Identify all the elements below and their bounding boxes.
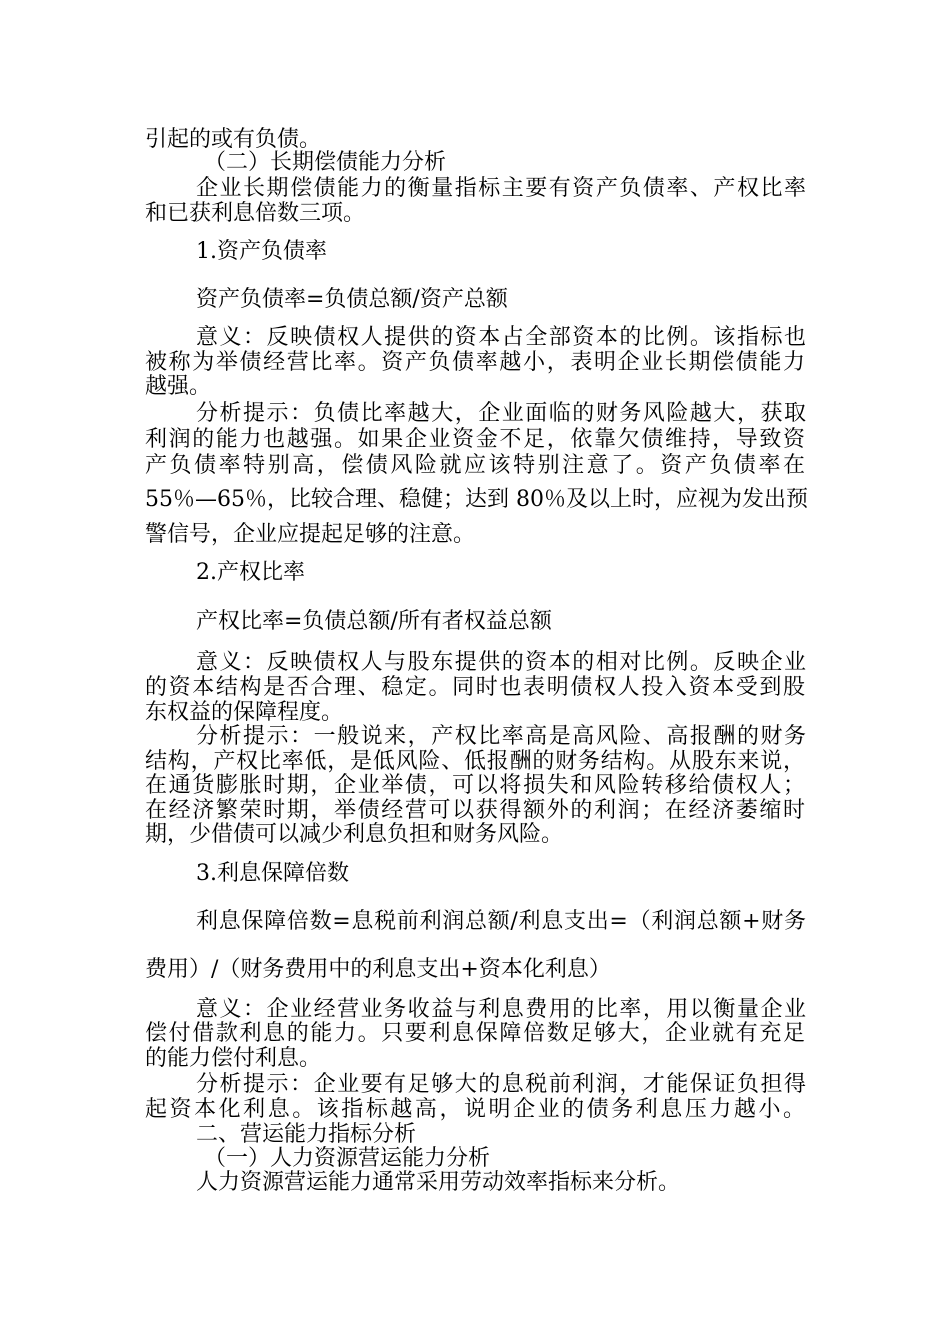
text-line: 越强。 [145, 374, 212, 399]
text-line: 结构，产权比率低，是低风险、低报酬的财务结构。从股东来说， [145, 749, 805, 774]
text-line: 分析提示：企业要有足够大的息税前利润，才能保证负担得 [196, 1072, 806, 1097]
text-line: 意义：反映债权人提供的资本占全部资本的比例。该指标也 [196, 325, 806, 350]
text-line: 意义：企业经营业务收益与利息费用的比率，用以衡量企业 [196, 997, 806, 1022]
section-heading: 二、营运能力指标分析 [196, 1122, 417, 1147]
text-line: 期，少借债可以减少利息负担和财务风险。 [145, 822, 564, 847]
section-heading: （一）人力资源营运能力分析 [204, 1146, 491, 1171]
text-line: 在经济繁荣时期，举债经营可以获得额外的利润；在经济萎缩时 [145, 798, 805, 823]
formula-line: 费用）/（财务费用中的利息支出+资本化利息） [145, 957, 611, 982]
text-line: 在通货膨胀时期，企业举债，可以将损失和风险转移给债权人； [145, 773, 805, 798]
text-line: 人力资源营运能力通常采用劳动效率指标来分析。 [196, 1170, 681, 1195]
formula-line: 产权比率=负债总额/所有者权益总额 [196, 609, 552, 634]
subsection-heading: 3.利息保障倍数 [196, 861, 349, 886]
text-line: 被称为举债经营比率。资产负债率越小，表明企业长期偿债能力 [145, 350, 805, 375]
subsection-heading: 2.产权比率 [196, 560, 305, 585]
section-heading: （二）长期偿债能力分析 [204, 150, 447, 175]
text-line: 和已获利息倍数三项。 [145, 201, 366, 226]
text-line: 产负债率特别高，偿债风险就应该特别注意了。资产负债率在 [145, 453, 805, 478]
text-line: 企业长期偿债能力的衡量指标主要有资产负债率、产权比率 [196, 176, 806, 201]
formula-line: 利息保障倍数=息税前利润总额/利息支出=（利润总额+财务 [196, 909, 806, 934]
subsection-heading: 1.资产负债率 [196, 239, 327, 264]
text-line: 东权益的保障程度。 [145, 700, 344, 725]
text-line: 意义：反映债权人与股东提供的资本的相对比例。反映企业 [196, 650, 806, 675]
formula-line: 资产负债率=负债总额/资产总额 [196, 287, 508, 312]
text-line: 的资本结构是否合理、稳定。同时也表明债权人投入资本受到股 [145, 675, 805, 700]
text-line: 起资本化利息。该指标越高，说明企业的债务利息压力越小。 [145, 1097, 805, 1122]
text-line: 55％—65％，比较合理、稳健；达到 80％及以上时，应视为发出预 [145, 487, 808, 512]
text-line: 引起的或有负债。 [145, 127, 322, 152]
text-line: 利润的能力也越强。如果企业资金不足，依靠欠债维持，导致资 [145, 427, 805, 452]
text-line: 警信号，企业应提起足够的注意。 [145, 522, 476, 547]
text-line: 分析提示：一般说来，产权比率高是高风险、高报酬的财务 [196, 724, 806, 749]
text-line: 的能力偿付利息。 [145, 1046, 322, 1071]
text-line: 分析提示：负债比率越大，企业面临的财务风险越大，获取 [196, 401, 806, 426]
text-line: 偿付借款利息的能力。只要利息保障倍数足够大，企业就有充足 [145, 1021, 805, 1046]
